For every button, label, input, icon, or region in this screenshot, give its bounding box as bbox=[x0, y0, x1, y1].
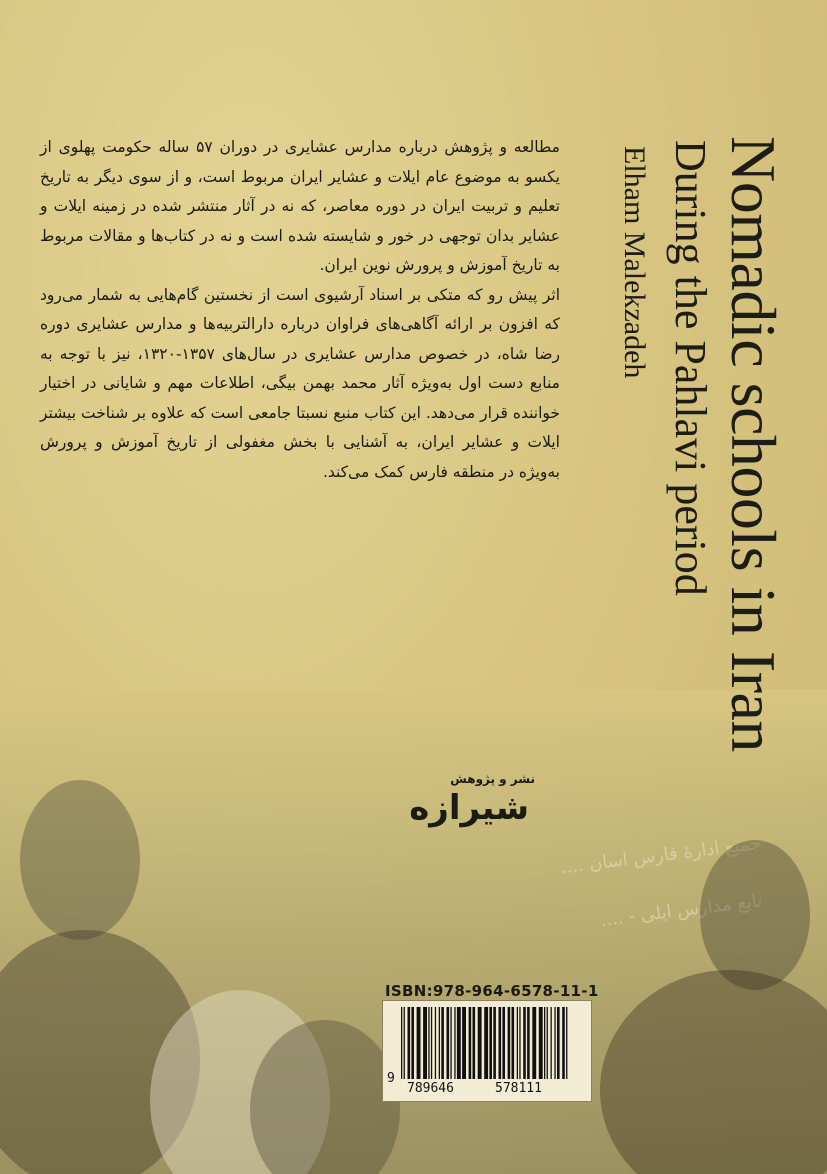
barcode-bar bbox=[566, 1007, 567, 1079]
barcode-bar bbox=[428, 1007, 429, 1079]
publisher-name: شیرازه bbox=[409, 788, 529, 828]
barcode-bar bbox=[431, 1007, 432, 1079]
chalkboard-writing: جمیع ادارهٔ فارس اسان .... bbox=[559, 832, 763, 879]
barcode-bar bbox=[551, 1007, 552, 1079]
barcode-bar bbox=[539, 1007, 543, 1079]
barcode-bar bbox=[457, 1007, 461, 1079]
barcode-bar bbox=[411, 1007, 414, 1079]
book-title: Nomadic schools in Iran bbox=[718, 136, 789, 752]
barcode-bar bbox=[517, 1007, 518, 1079]
photo-figure bbox=[700, 840, 810, 990]
barcode-bar bbox=[469, 1007, 472, 1079]
photo-figure bbox=[20, 780, 140, 940]
barcode-bar bbox=[478, 1007, 482, 1079]
barcode-bar bbox=[502, 1007, 505, 1079]
barcode-bar bbox=[435, 1007, 436, 1079]
barcode-bar bbox=[544, 1007, 545, 1079]
barcode-digit-first: 9 bbox=[387, 1071, 395, 1086]
description-paragraph: اثر پیش رو که متکی بر اسناد آرشیوی است از نخستین گام‌هایی به شمار می‌رود که افزون بر ارائه آگاهی‌های فراوان درباره دارالتربیه‌ها و مدارس عشایری دوره رضا شاه، در خصوص مدارس عشایری در سال‌های ۱۳۵۷-۱۳۲۰، نیز با توجه به منابع دست اول به‌ویژه آثار محمد بهمن بیگی، اطلاعات مهم و شایانی در اختیار خواننده قرار می‌دهد. این کتاب منبع نسبتا جامعی است که علاوه بر شناخت بیشتر ایلات و عشایر ایران، به آشنایی با بخش مغفولی از تاریخ آموزش و پرورش به‌ویژه در منطقه فارس کمک می‌کند. bbox=[40, 285, 560, 481]
barcode-bar bbox=[401, 1007, 402, 1079]
barcode-bar bbox=[447, 1007, 450, 1079]
barcode-bar bbox=[417, 1007, 421, 1079]
barcode-digits-left: 789646 bbox=[407, 1081, 454, 1096]
barcode-bar bbox=[499, 1007, 502, 1079]
barcode-bar bbox=[441, 1007, 444, 1079]
barcode-bar bbox=[554, 1007, 555, 1079]
barcode-bar bbox=[532, 1007, 536, 1079]
barcode-bar bbox=[508, 1007, 511, 1079]
barcode-bar bbox=[408, 1007, 411, 1079]
barcode-bar bbox=[547, 1007, 548, 1079]
isbn-label: ISBN:978-964-6578-11-1 bbox=[385, 982, 599, 1000]
book-subtitle: During the Pahlavi period bbox=[666, 140, 715, 596]
chalkboard-writing: تابع مدارس ایلی - .... bbox=[599, 890, 764, 931]
barcode-bar bbox=[423, 1007, 427, 1079]
barcode-bar bbox=[404, 1007, 405, 1079]
barcode-bar bbox=[473, 1007, 476, 1079]
barcode-bars bbox=[397, 1007, 577, 1083]
barcode-bar bbox=[512, 1007, 515, 1079]
description-text bbox=[40, 133, 560, 487]
publisher-tagline: نشر و پژوهش bbox=[450, 772, 535, 786]
barcode-bar bbox=[439, 1007, 440, 1079]
barcode-bar bbox=[562, 1007, 565, 1079]
barcode-bar bbox=[484, 1007, 488, 1079]
description-paragraph: مطالعه و پژوهش درباره مدارس عشایری در دوران ۵۷ ساله حکومت پهلوی از یکسو به موضوع عام ایلات و عشایر ایران مربوط است، و از سوی دیگر به تاریخ تعلیم و تربیت ایران در دوره معاصر، که نه در آثار منتشر شده در زمینه ایلات و عشایر بدان توجهی در خور و شایسته شده است و نه در کتاب‌ها و مقالات مربوط به تاریخ آموزش و پرورش نوین ایران. bbox=[40, 138, 560, 274]
barcode-digits-right: 578111 bbox=[495, 1081, 542, 1096]
barcode-bar bbox=[557, 1007, 560, 1079]
barcode-bar bbox=[519, 1007, 520, 1079]
photo-figure bbox=[600, 970, 827, 1174]
publisher-logo bbox=[385, 770, 535, 830]
barcode-bar bbox=[462, 1007, 466, 1079]
barcode-bar bbox=[454, 1007, 455, 1079]
barcode-bar bbox=[527, 1007, 530, 1079]
barcode-bar bbox=[523, 1007, 526, 1079]
barcode-bar bbox=[493, 1007, 496, 1079]
barcode-bar bbox=[489, 1007, 492, 1079]
barcode bbox=[382, 1000, 592, 1102]
book-author: Elham Malekzadeh bbox=[618, 146, 651, 379]
barcode-bar bbox=[450, 1007, 451, 1079]
